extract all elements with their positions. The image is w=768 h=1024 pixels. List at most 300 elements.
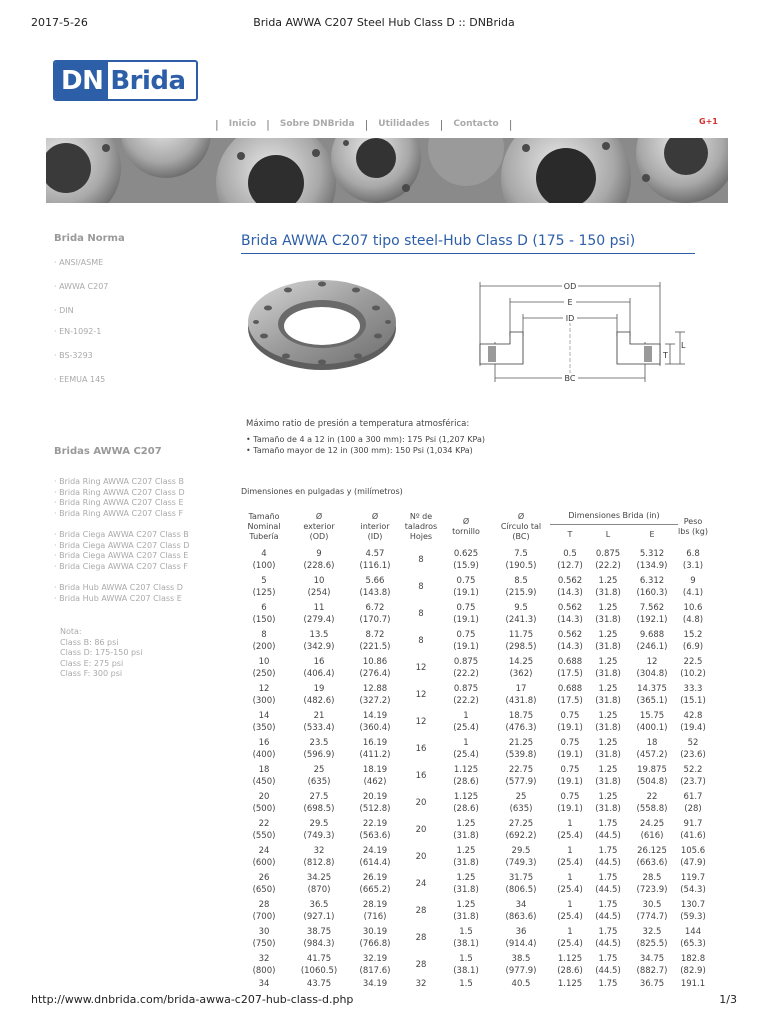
sidebar-link-hub-e[interactable]: · Brida Hub AWWA C207 Class E bbox=[54, 593, 182, 603]
cell-e-line: (825.5) bbox=[636, 938, 668, 949]
cell-bolt-line: (15.9) bbox=[453, 560, 479, 571]
cell-weight bbox=[678, 762, 708, 789]
diagram-label-e: E bbox=[567, 298, 573, 307]
sidebar-link-ring-d[interactable]: · Brida Ring AWWA C207 Class D bbox=[54, 487, 185, 497]
cell-bc-line: 14.25 bbox=[508, 656, 534, 667]
cell-e-line: (365.1) bbox=[636, 695, 668, 706]
cell-size-line: 20 bbox=[258, 791, 270, 802]
cell-bolt-line: 1 bbox=[463, 710, 469, 721]
header-id bbox=[348, 508, 402, 546]
cell-size bbox=[238, 546, 290, 573]
cell-t-line: 0.5 bbox=[563, 548, 577, 559]
cell-id bbox=[348, 708, 402, 735]
table-row bbox=[238, 843, 708, 870]
cell-id-line: (276.4) bbox=[359, 668, 391, 679]
cell-od bbox=[290, 546, 348, 573]
cell-bolt-line: (31.8) bbox=[453, 884, 479, 895]
cell-weight-line: 91.7 bbox=[683, 818, 703, 829]
nav-utilidades[interactable]: Utilidades bbox=[378, 119, 430, 129]
cell-bc-line: (863.6) bbox=[505, 911, 537, 922]
cell-l bbox=[590, 708, 626, 735]
sidebar-item-ansi[interactable]: · ANSI/ASME bbox=[54, 258, 104, 267]
cell-bc bbox=[492, 816, 550, 843]
cell-od bbox=[290, 924, 348, 951]
sidebar-item-label: BS-3293 bbox=[59, 351, 93, 360]
cell-bc-line: 38.5 bbox=[511, 953, 531, 964]
cell-holes: 28 bbox=[415, 959, 427, 970]
cell-od bbox=[290, 600, 348, 627]
cell-l-line: (44.5) bbox=[595, 965, 621, 976]
sidebar-link-label: Brida Ring AWWA C207 Class E bbox=[59, 498, 184, 507]
cell-l-line: 1.25 bbox=[598, 710, 618, 721]
cell-e-line: (246.1) bbox=[636, 641, 668, 652]
cell-bc-line: 40.5 bbox=[511, 979, 531, 989]
cell-bc bbox=[492, 600, 550, 627]
cell-bolt bbox=[440, 708, 492, 735]
cell-bolt bbox=[440, 951, 492, 978]
cell-t-line: (25.4) bbox=[557, 938, 583, 949]
cell-l-line: 1.25 bbox=[598, 791, 618, 802]
cell-bolt-line: 1.125 bbox=[453, 764, 479, 775]
cell-od-line: (406.4) bbox=[303, 668, 335, 679]
cell-id bbox=[348, 627, 402, 654]
cell-bc bbox=[492, 789, 550, 816]
cell-e-line: (134.9) bbox=[636, 560, 668, 571]
cell-t-line: (17.5) bbox=[557, 695, 583, 706]
cell-id-line: 6.72 bbox=[365, 602, 385, 613]
cell-t-line: (14.3) bbox=[557, 614, 583, 625]
cell-bolt-line: 1.125 bbox=[453, 791, 479, 802]
cell-id-line: (143.8) bbox=[359, 587, 391, 598]
cell-id bbox=[348, 654, 402, 681]
cell-od-line: (812.8) bbox=[303, 857, 335, 868]
cell-size-line: (700) bbox=[252, 911, 276, 922]
cell-size-line: (250) bbox=[252, 668, 276, 679]
cell-l-line: 1.25 bbox=[598, 575, 618, 586]
sidebar-link-ciega-b[interactable]: · Brida Ciega AWWA C207 Class B bbox=[54, 530, 189, 539]
cell-od-line: (254) bbox=[307, 587, 331, 598]
cell-bc bbox=[492, 870, 550, 897]
header-od-line: exterior bbox=[303, 522, 335, 531]
cell-size-line: 6 bbox=[261, 602, 267, 613]
cell-od-line: 27.5 bbox=[309, 791, 329, 802]
cell-t-line: 0.75 bbox=[560, 764, 580, 775]
cell-od-line: (228.6) bbox=[303, 560, 335, 571]
cell-od-line: (635) bbox=[307, 776, 331, 787]
cell-id-line: (512.8) bbox=[359, 803, 391, 814]
cell-od-line: (984.3) bbox=[303, 938, 335, 949]
cell-size-line: 18 bbox=[258, 764, 270, 775]
diagram-label-l: L bbox=[681, 341, 686, 350]
sidebar-link-hub-d[interactable]: · Brida Hub AWWA C207 Class D bbox=[54, 583, 183, 592]
cell-od bbox=[290, 654, 348, 681]
cell-bolt-line: 0.75 bbox=[456, 602, 476, 613]
cell-bc-line: 27.25 bbox=[508, 818, 534, 829]
cell-id-line: (411.2) bbox=[359, 749, 391, 760]
cell-weight-line: 9 bbox=[690, 575, 696, 586]
cell-t-line: 1.125 bbox=[557, 953, 583, 964]
cell-t bbox=[550, 573, 590, 600]
header-bolt bbox=[440, 508, 492, 546]
cell-weight-line: (82.9) bbox=[680, 965, 706, 976]
cell-bolt-line: 0.875 bbox=[453, 683, 479, 694]
header-e: E bbox=[649, 530, 655, 540]
cell-od-line: (596.9) bbox=[303, 749, 335, 760]
cell-size-line: 8 bbox=[261, 629, 267, 640]
table-row bbox=[238, 897, 708, 924]
nav-inicio[interactable]: Inicio bbox=[228, 119, 257, 129]
flange-cross-section-diagram bbox=[470, 276, 690, 386]
sidebar-link-label: Brida Hub AWWA C207 Class D bbox=[59, 583, 183, 592]
cell-l bbox=[590, 924, 626, 951]
cell-bc-line: 17 bbox=[515, 683, 527, 694]
cell-bolt bbox=[440, 600, 492, 627]
cell-bolt bbox=[440, 681, 492, 708]
cell-od-line: 13.5 bbox=[309, 629, 329, 640]
cell-l bbox=[590, 897, 626, 924]
cell-od bbox=[290, 789, 348, 816]
cell-bolt-line: (38.1) bbox=[453, 965, 479, 976]
cell-e-line: 9.688 bbox=[639, 629, 665, 640]
table-row bbox=[238, 816, 708, 843]
cell-t-line: 0.562 bbox=[557, 602, 583, 613]
cell-od-line: 25 bbox=[313, 764, 325, 775]
note-line: Nota: bbox=[60, 627, 82, 636]
sidebar-link-ciega-d[interactable]: · Brida Ciega AWWA C207 Class D bbox=[54, 540, 190, 550]
cell-e-line: 26.125 bbox=[637, 845, 667, 856]
cell-l bbox=[590, 735, 626, 762]
sidebar-link-label: Brida Ring AWWA C207 Class D bbox=[59, 487, 185, 497]
cell-bc bbox=[492, 681, 550, 708]
cell-size-line: 32 bbox=[258, 953, 270, 964]
cell-l bbox=[590, 870, 626, 897]
cell-l-line: 1.75 bbox=[598, 899, 618, 910]
cell-od-line: 32 bbox=[313, 845, 325, 856]
cell-id-line: 8.72 bbox=[365, 629, 385, 640]
cell-weight bbox=[678, 654, 708, 681]
sidebar-link-ciega-e[interactable]: · Brida Ciega AWWA C207 Class E bbox=[54, 551, 189, 560]
cell-l-line: 1.75 bbox=[598, 979, 618, 989]
cell-e-line: (304.8) bbox=[636, 668, 668, 679]
cell-od bbox=[290, 843, 348, 870]
cell-t bbox=[550, 654, 590, 681]
cell-l-line: 1.25 bbox=[598, 602, 618, 613]
cell-l-line: (31.8) bbox=[595, 614, 621, 625]
cell-l bbox=[590, 789, 626, 816]
cell-bolt-line: 1.5 bbox=[459, 979, 473, 989]
print-page-title: Brida AWWA C207 Steel Hub Class D :: DNBrida bbox=[253, 16, 515, 29]
cell-l-line: 1.75 bbox=[598, 953, 618, 964]
cell-bc-line: (692.2) bbox=[505, 830, 537, 841]
cell-t bbox=[550, 627, 590, 654]
cell-size-line: 34 bbox=[258, 979, 270, 989]
cell-bc-line: 8.5 bbox=[514, 575, 528, 586]
dimensions-caption: Dimensiones en pulgadas y (milímetros) bbox=[241, 487, 403, 496]
cell-e-line: (723.9) bbox=[636, 884, 668, 895]
cell-e bbox=[626, 978, 678, 998]
cell-id bbox=[348, 573, 402, 600]
cell-bolt bbox=[440, 789, 492, 816]
cell-holes: 16 bbox=[415, 743, 427, 754]
cell-size-line: (150) bbox=[252, 614, 276, 625]
cell-e-line: 14.375 bbox=[637, 683, 667, 694]
cell-weight bbox=[678, 573, 708, 600]
cell-weight-line: (6.9) bbox=[682, 641, 704, 652]
cell-bolt bbox=[440, 897, 492, 924]
cell-e-line: 18 bbox=[646, 737, 658, 748]
cell-id-line: (116.1) bbox=[359, 560, 391, 571]
table-row bbox=[238, 681, 708, 708]
cell-t-line: (25.4) bbox=[557, 911, 583, 922]
cell-weight-line: (19.4) bbox=[680, 722, 706, 733]
cell-size bbox=[238, 951, 290, 978]
cell-holes: 12 bbox=[415, 689, 427, 700]
cell-id-line: (766.8) bbox=[359, 938, 391, 949]
top-nav: | Inicio | Sobre DNBrida | Utilidades | Contacto | bbox=[215, 117, 513, 131]
cell-bolt-line: (19.1) bbox=[453, 614, 479, 625]
cell-od-line: 43.75 bbox=[306, 979, 332, 989]
cell-bolt-line: 0.625 bbox=[453, 548, 479, 559]
cell-od bbox=[290, 816, 348, 843]
cell-holes: 28 bbox=[415, 932, 427, 943]
site-logo[interactable] bbox=[53, 60, 198, 101]
cell-size-line: 24 bbox=[258, 845, 270, 856]
cell-l-line: 0.875 bbox=[595, 548, 621, 559]
sidebar-link-ring-b[interactable]: · Brida Ring AWWA C207 Class B bbox=[54, 477, 184, 486]
table-row bbox=[238, 546, 708, 573]
cell-holes: 32 bbox=[415, 979, 427, 989]
cell-t bbox=[550, 951, 590, 978]
cell-t bbox=[550, 978, 590, 998]
cell-weight bbox=[678, 978, 708, 998]
pressure-bullet: • Tamaño mayor de 12 in (300 mm): 150 Psi (1,034 KPa) bbox=[246, 446, 473, 455]
cell-bolt-line: 1.25 bbox=[456, 872, 476, 883]
cell-id bbox=[348, 735, 402, 762]
logo-dn: DN bbox=[55, 62, 108, 99]
nav-sobre[interactable]: Sobre DNBrida bbox=[279, 119, 355, 129]
header-weight bbox=[678, 508, 708, 546]
cell-l bbox=[590, 600, 626, 627]
cell-od bbox=[290, 681, 348, 708]
cell-size-line: 26 bbox=[258, 872, 270, 883]
cell-t-line: (12.7) bbox=[557, 560, 583, 571]
table-row bbox=[238, 573, 708, 600]
cell-weight-line: (65.3) bbox=[680, 938, 706, 949]
cell-size bbox=[238, 843, 290, 870]
cell-bc-line: (539.8) bbox=[505, 749, 537, 760]
sidebar-item-label: ANSI/ASME bbox=[59, 258, 104, 267]
header-od bbox=[290, 508, 348, 546]
cell-id-line: (360.4) bbox=[359, 722, 391, 733]
cell-bolt bbox=[440, 627, 492, 654]
cell-bolt-line: 1.5 bbox=[459, 926, 473, 937]
cell-bolt-line: (28.6) bbox=[453, 803, 479, 814]
cell-e-line: 30.5 bbox=[642, 899, 662, 910]
cell-e bbox=[626, 870, 678, 897]
cell-bolt bbox=[440, 816, 492, 843]
cell-weight-line: (23.7) bbox=[680, 776, 706, 787]
sidebar-item-en1092[interactable]: · EN-1092-1 bbox=[54, 327, 102, 336]
sidebar-item-label: EN-1092-1 bbox=[59, 327, 102, 336]
cell-e-line: 28.5 bbox=[642, 872, 662, 883]
cell-e-line: 24.25 bbox=[639, 818, 665, 829]
header-bolt-line: Ø bbox=[462, 517, 470, 526]
nav-contacto[interactable]: Contacto bbox=[453, 119, 499, 129]
cell-l-line: (31.8) bbox=[595, 776, 621, 787]
cell-id-line: (221.5) bbox=[359, 641, 391, 652]
cell-bolt-line: 1.25 bbox=[456, 818, 476, 829]
cell-od-line: (870) bbox=[307, 884, 331, 895]
cell-bc bbox=[492, 573, 550, 600]
cell-weight-line: (4.1) bbox=[682, 587, 704, 598]
cell-size bbox=[238, 627, 290, 654]
cell-e-line: (400.1) bbox=[636, 722, 668, 733]
cell-e-line: 7.562 bbox=[639, 602, 665, 613]
cell-od-line: (927.1) bbox=[303, 911, 335, 922]
cell-id bbox=[348, 816, 402, 843]
cell-bc bbox=[492, 546, 550, 573]
cell-id-line: 18.19 bbox=[362, 764, 388, 775]
sidebar-item-eemua[interactable]: · EEMUA 145 bbox=[54, 375, 106, 384]
cell-bolt-line: 1.25 bbox=[456, 899, 476, 910]
cell-bc bbox=[492, 843, 550, 870]
header-size-line: Nominal bbox=[247, 522, 281, 531]
cell-bolt bbox=[440, 870, 492, 897]
cell-size bbox=[238, 816, 290, 843]
cell-od-line: (1060.5) bbox=[300, 965, 338, 976]
cell-bc-line: (577.9) bbox=[505, 776, 537, 787]
cell-od bbox=[290, 870, 348, 897]
cell-id bbox=[348, 870, 402, 897]
cell-od bbox=[290, 762, 348, 789]
cell-id-line: 24.19 bbox=[362, 845, 388, 856]
header-id-line: (ID) bbox=[367, 532, 383, 541]
cell-e-line: (882.7) bbox=[636, 965, 668, 976]
sidebar-link-ciega-f[interactable]: · Brida Ciega AWWA C207 Class F bbox=[54, 561, 188, 571]
cell-t bbox=[550, 762, 590, 789]
cell-id-line: 14.19 bbox=[362, 710, 388, 721]
google-plus-button[interactable]: G+1 bbox=[699, 117, 718, 126]
cell-l-line: (31.8) bbox=[595, 803, 621, 814]
sidebar-heading-norma: Brida Norma bbox=[54, 233, 125, 244]
cell-size bbox=[238, 654, 290, 681]
cell-e bbox=[626, 681, 678, 708]
cell-e-line: (774.7) bbox=[636, 911, 668, 922]
cell-od-line: 29.5 bbox=[309, 818, 329, 829]
cell-bolt-line: (28.6) bbox=[453, 776, 479, 787]
cell-e-line: (558.8) bbox=[636, 803, 668, 814]
sidebar-item-awwa[interactable]: · AWWA C207 bbox=[54, 282, 109, 291]
header-size-line: Tamaño bbox=[248, 512, 280, 521]
cell-od-line: 19 bbox=[313, 683, 325, 694]
sidebar-link-ring-e[interactable]: · Brida Ring AWWA C207 Class E bbox=[54, 498, 184, 507]
cell-t-line: 0.562 bbox=[557, 629, 583, 640]
cell-id-line: 20.19 bbox=[362, 791, 388, 802]
cell-weight-line: (41.6) bbox=[680, 830, 706, 841]
cell-l bbox=[590, 951, 626, 978]
cell-bc bbox=[492, 735, 550, 762]
cell-l bbox=[590, 627, 626, 654]
cell-bolt-line: 1.25 bbox=[456, 845, 476, 856]
sidebar-item-bs3293[interactable]: · BS-3293 bbox=[54, 351, 93, 360]
cell-t-line: (19.1) bbox=[557, 722, 583, 733]
table-row bbox=[238, 924, 708, 951]
cell-size bbox=[238, 789, 290, 816]
cell-holes: 8 bbox=[418, 608, 424, 619]
cell-od-line: 11 bbox=[313, 602, 325, 613]
cell-id-line: 28.19 bbox=[362, 899, 388, 910]
cell-t-line: 1 bbox=[567, 899, 573, 910]
cell-weight-line: 22.5 bbox=[683, 656, 703, 667]
diagram-label-od: OD bbox=[563, 282, 577, 291]
header-circle-line: (BC) bbox=[512, 532, 530, 541]
cell-holes: 16 bbox=[415, 770, 427, 781]
cell-size-line: 16 bbox=[258, 737, 270, 748]
cell-l-line: 1.75 bbox=[598, 818, 618, 829]
cell-holes: 20 bbox=[415, 824, 427, 835]
cell-e bbox=[626, 627, 678, 654]
cell-size-line: (450) bbox=[252, 776, 276, 787]
cell-l-line: (31.8) bbox=[595, 749, 621, 760]
cell-t bbox=[550, 546, 590, 573]
cell-l-line: 1.25 bbox=[598, 656, 618, 667]
cell-bc-line: (635) bbox=[509, 803, 533, 814]
table-row bbox=[238, 654, 708, 681]
cell-t bbox=[550, 681, 590, 708]
diagram-label-t: T bbox=[663, 351, 668, 360]
cell-id-line: 16.19 bbox=[362, 737, 388, 748]
cell-l-line: (31.8) bbox=[595, 722, 621, 733]
sidebar-item-label: AWWA C207 bbox=[59, 282, 109, 291]
cell-e-line: (504.8) bbox=[636, 776, 668, 787]
cell-l bbox=[590, 762, 626, 789]
cell-size-line: (800) bbox=[252, 965, 276, 976]
cell-weight-line: (23.6) bbox=[680, 749, 706, 760]
cell-bc bbox=[492, 654, 550, 681]
sidebar-item-din[interactable]: · DIN bbox=[54, 306, 74, 315]
cell-weight-line: 10.6 bbox=[683, 602, 703, 613]
cell-weight bbox=[678, 843, 708, 870]
cell-od bbox=[290, 951, 348, 978]
cell-id-line: (665.2) bbox=[359, 884, 391, 895]
header-holes-line: Nº de bbox=[409, 512, 433, 521]
cell-weight bbox=[678, 735, 708, 762]
pressure-intro: Máximo ratio de presión a temperatura atmosférica: bbox=[246, 419, 470, 429]
cell-size-line: 30 bbox=[258, 926, 270, 937]
logo-brida: Brida bbox=[110, 66, 186, 96]
note-line: Class D: 175-150 psi bbox=[60, 648, 143, 657]
table-row bbox=[238, 870, 708, 897]
cell-t bbox=[550, 924, 590, 951]
cell-l-line: 1.25 bbox=[598, 764, 618, 775]
cell-od-line: (533.4) bbox=[303, 722, 335, 733]
header-id-line: interior bbox=[360, 522, 390, 531]
cell-bolt-line: 1.5 bbox=[459, 953, 473, 964]
cell-l-line: 1.25 bbox=[598, 737, 618, 748]
cell-bc-line: 18.75 bbox=[508, 710, 534, 721]
cell-weight bbox=[678, 951, 708, 978]
cell-e-line: 19.875 bbox=[637, 764, 667, 775]
cell-od-line: 16 bbox=[313, 656, 325, 667]
cell-holes: 20 bbox=[415, 797, 427, 808]
cell-t-line: (25.4) bbox=[557, 857, 583, 868]
cell-e bbox=[626, 951, 678, 978]
cell-size bbox=[238, 573, 290, 600]
cell-e-line: (663.6) bbox=[636, 857, 668, 868]
header-circle-line: Círculo tal bbox=[500, 522, 542, 531]
cell-size bbox=[238, 762, 290, 789]
sidebar-link-ring-f[interactable]: · Brida Ring AWWA C207 Class F bbox=[54, 508, 184, 518]
